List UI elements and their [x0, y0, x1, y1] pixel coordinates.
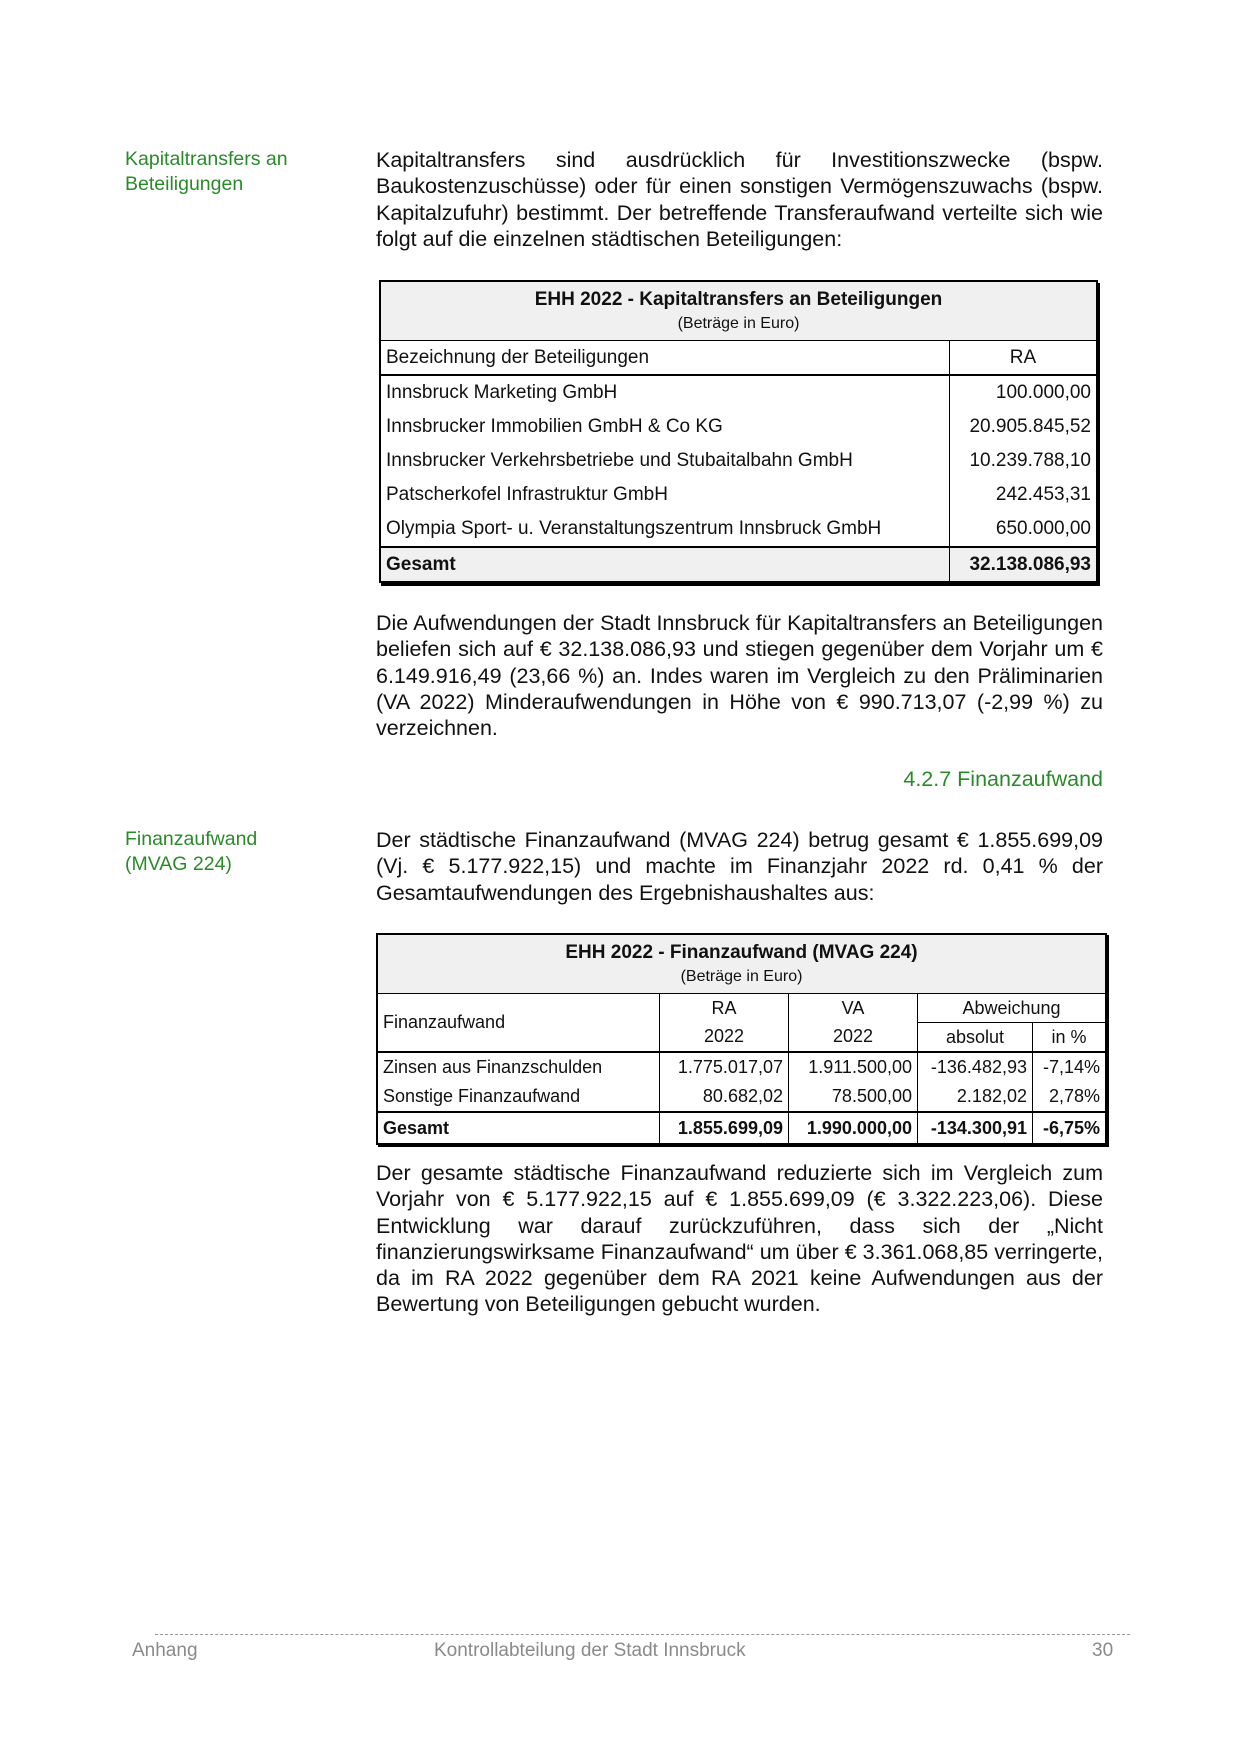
paragraph-after-table1: Die Aufwendungen der Stadt Innsbruck für Kapitaltransfers an Beteiligungen beliefen sich auf € 32.138.086,93 und stiegen gegenüber dem Vorjahr um € 6.149.916,49 (23,66 %) an. Indes waren im Vergleich zu den Präliminarien (VA 2022) Minderaufwendungen in Höhe von € 990.713,07 (-2,99 %) zu verzeichnen.: [376, 611, 1103, 741]
table2-subtitle: (Beträge in Euro): [680, 968, 803, 985]
table-total-row: Gesamt 32.138.086,93: [380, 547, 1097, 582]
table-row: Innsbrucker Immobilien GmbH & Co KG 20.905.845,52: [380, 410, 1097, 444]
margin-note-kapitaltransfers: Kapitaltransfers an Beteiligungen: [125, 148, 288, 195]
page-number: 30: [1092, 1640, 1114, 1661]
footer-divider: [155, 1634, 1130, 1635]
table1-title: EHH 2022 - Kapitaltransfers an Beteiligungen: [534, 289, 943, 310]
section-heading: 4.2.7 Finanzaufwand: [903, 767, 1103, 791]
table2-col-label: Finanzaufwand: [377, 994, 660, 1053]
paragraph-finanz-intro: Der städtische Finanzaufwand (MVAG 224) betrug gesamt € 1.855.699,09 (Vj. € 5.177.922,15) und machte im Finanzjahr 2022 rd. 0,41 % der Gesamtaufwendungen des Ergebnishaushaltes aus:: [376, 828, 1103, 905]
table2-year-va: 2022: [789, 1023, 918, 1053]
table-row: Olympia Sport- u. Veranstaltungszentrum Innsbruck GmbH 650.000,00: [380, 512, 1097, 547]
table-row: Innsbruck Marketing GmbH 100.000,00: [380, 375, 1097, 410]
footer-center: Kontrollabteilung der Stadt Innsbruck: [434, 1640, 746, 1661]
paragraph-intro: Kapitaltransfers sind ausdrücklich für Investitionszwecke (bspw. Baukostenzuschüsse) oder für einen sonstigen Vermögenszuwachs (bspw. Kapitalzufuhr) bestimmt. Der betreffende Transferaufwand verteilte sich wie folgt auf die einzelnen städtischen Beteiligungen:: [376, 148, 1103, 251]
table-row: Patscherkofel Infrastruktur GmbH 242.453,31: [380, 478, 1097, 512]
table2-col-pct: in %: [1033, 1023, 1107, 1053]
paragraph-finanz-after: Der gesamte städtische Finanzaufwand reduzierte sich im Vergleich zum Vorjahr von € 5.177.922,15 auf € 1.855.699,09 (€ 3.322.223,06). Diese Entwicklung war darauf zurückzuführen, dass sich der „Nicht finanzierungswirksame Finanzaufwand“ um über € 3.361.068,85 verringerte, da im RA 2022 gegenüber dem RA 2021 keine Aufwendungen aus der Bewertung von Beteiligungen gebucht wurden.: [376, 1161, 1103, 1317]
table2-col-abweichung: Abweichung: [918, 994, 1107, 1023]
table2-year-ra: 2022: [660, 1023, 789, 1053]
table2-title: EHH 2022 - Finanzaufwand (MVAG 224): [565, 942, 918, 963]
table1-col-ra: RA: [950, 341, 1098, 376]
table2-col-absolut: absolut: [918, 1023, 1033, 1053]
table-row: Innsbrucker Verkehrsbetriebe und Stubaitalbahn GmbH 10.239.788,10: [380, 444, 1097, 478]
margin-note-finanzaufwand: Finanzaufwand (MVAG 224): [125, 828, 258, 875]
table2-col-ra: RA: [660, 994, 789, 1023]
footer-left: Anhang: [132, 1640, 198, 1661]
table-row: Sonstige Finanzaufwand 80.682,02 78.500,00 2.182,02 2,78%: [377, 1082, 1106, 1112]
table-finanzaufwand: [376, 933, 1107, 1145]
table1-col-name: Bezeichnung der Beteiligungen: [380, 341, 950, 376]
table-total-row: Gesamt 1.855.699,09 1.990.000,00 -134.300,91 -6,75%: [377, 1112, 1106, 1144]
table-row: Zinsen aus Finanzschulden 1.775.017,07 1.911.500,00 -136.482,93 -7,14%: [377, 1052, 1106, 1082]
table1-subtitle: (Beträge in Euro): [677, 315, 800, 332]
table2-col-va: VA: [789, 994, 918, 1023]
table-kapitaltransfers: [379, 280, 1098, 583]
